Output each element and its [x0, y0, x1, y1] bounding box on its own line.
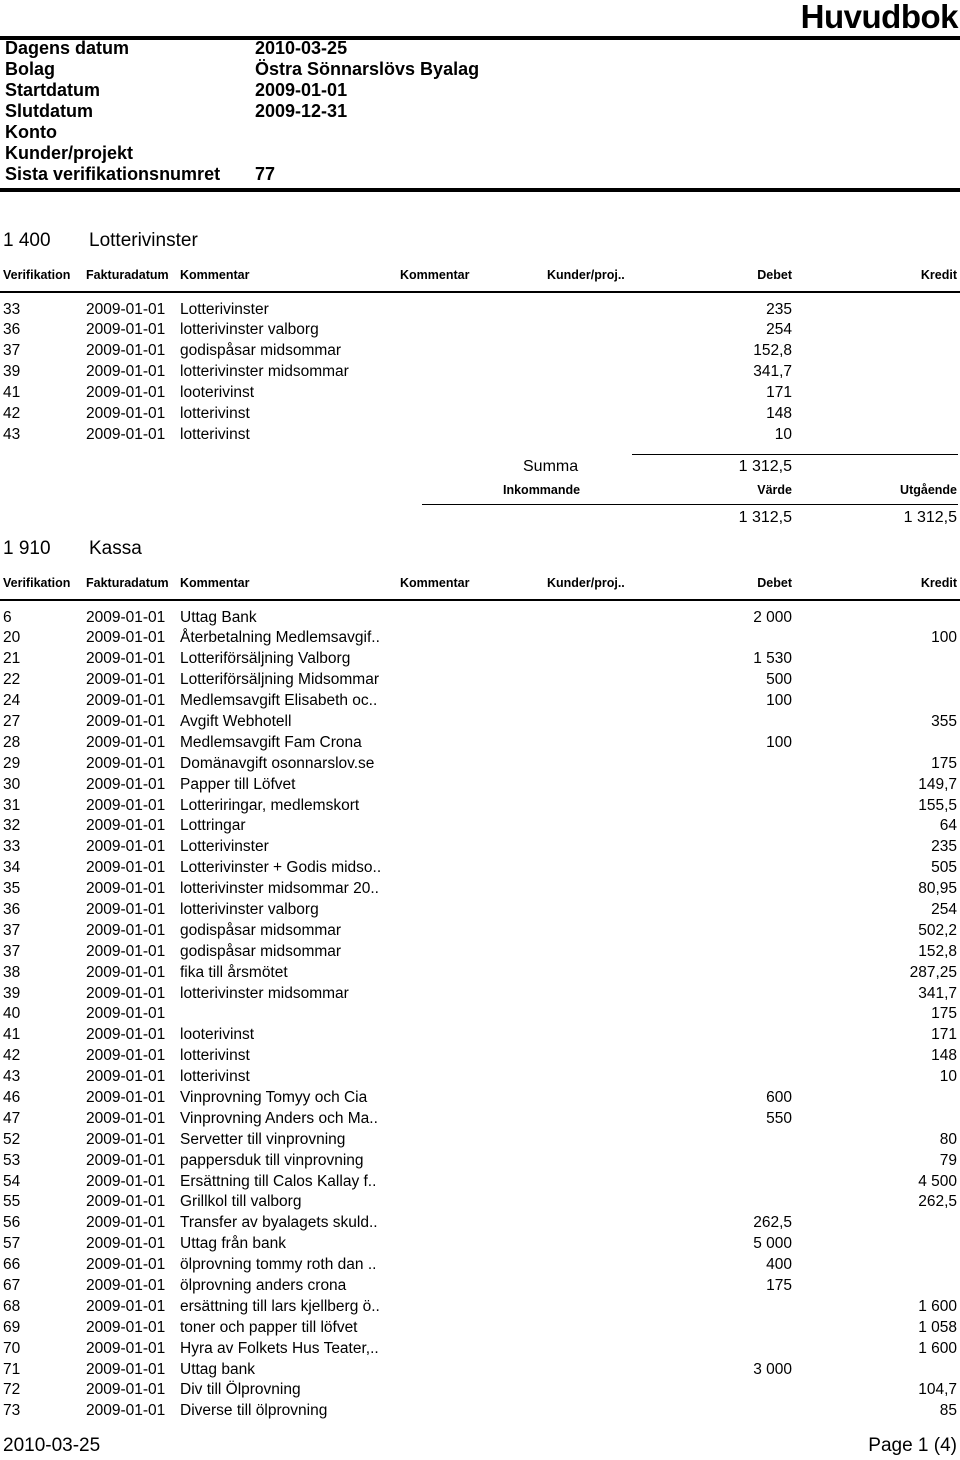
cell-fakturadatum: 2009-01-01 [86, 1172, 166, 1190]
table-row [0, 816, 960, 837]
table-row [0, 1088, 960, 1109]
cell-verifikation: 53 [3, 1151, 21, 1169]
col-kommentar: Kommentar [180, 576, 250, 590]
cell-kredit: 175 [931, 754, 957, 772]
cell-kommentar: Uttag bank [180, 1360, 255, 1378]
cell-fakturadatum: 2009-01-01 [86, 1088, 166, 1106]
table-row [0, 320, 960, 341]
table-row [0, 1130, 960, 1151]
cell-verifikation: 43 [3, 425, 21, 443]
header-row-last-verification [5, 164, 479, 185]
cell-kommentar: lotterivinst [180, 425, 250, 443]
header-value: 2009-12-31 [255, 101, 348, 121]
header-value: 2010-03-25 [255, 38, 348, 58]
cell-fakturadatum: 2009-01-01 [86, 733, 166, 751]
table-row [0, 1213, 960, 1234]
cell-debet: 550 [766, 1109, 792, 1127]
table-row [0, 712, 960, 733]
account-name: Kassa [89, 538, 142, 559]
cell-kommentar: lotterivinst [180, 404, 250, 422]
header-label: Dagens datum [5, 38, 130, 58]
cell-fakturadatum: 2009-01-01 [86, 984, 166, 1002]
cell-verifikation: 31 [3, 796, 21, 814]
cell-verifikation: 21 [3, 650, 21, 668]
cell-kommentar: fika till årsmötet [180, 963, 288, 981]
cell-fakturadatum: 2009-01-01 [86, 817, 166, 835]
table-row [0, 1067, 960, 1088]
col-kunder-proj: Kunder/proj.. [547, 268, 625, 282]
cell-verifikation: 57 [3, 1235, 21, 1253]
cell-fakturadatum: 2009-01-01 [86, 712, 166, 730]
cell-fakturadatum: 2009-01-01 [86, 1235, 166, 1253]
cell-kredit: 175 [931, 1005, 957, 1023]
table-row [0, 1297, 960, 1318]
cell-debet: 600 [766, 1088, 792, 1106]
cell-fakturadatum: 2009-01-01 [86, 342, 166, 360]
cell-kommentar: godispåsar midsommar [180, 921, 342, 939]
table-row [0, 1255, 960, 1276]
cell-verifikation: 42 [3, 1047, 21, 1065]
cell-fakturadatum: 2009-01-01 [86, 1297, 166, 1315]
cell-kommentar: Medlemsavgift Fam Crona [180, 733, 362, 751]
cell-kommentar: lotterivinster midsommar [180, 363, 349, 381]
table-row [0, 733, 960, 754]
table-row [0, 691, 960, 712]
col-verifikation: Verifikation [3, 268, 71, 282]
cell-kredit: 502,2 [918, 921, 957, 939]
table-row [0, 1380, 960, 1401]
table-row [0, 858, 960, 879]
header-label: Sista verifikationsnumret [5, 164, 221, 184]
table-row [0, 300, 960, 321]
cell-verifikation: 36 [3, 321, 21, 339]
account-heading [0, 226, 960, 256]
cell-debet: 171 [766, 384, 792, 402]
column-header-rule [0, 291, 960, 293]
table-row [0, 1151, 960, 1172]
cell-kommentar: lotterivinster midsommar 20.. [180, 880, 379, 898]
cell-kredit: 1 600 [918, 1297, 957, 1315]
cell-verifikation: 37 [3, 921, 21, 939]
cell-fakturadatum: 2009-01-01 [86, 1193, 166, 1211]
cell-fakturadatum: 2009-01-01 [86, 1047, 166, 1065]
cell-debet: 235 [766, 300, 792, 318]
table-row [0, 1339, 960, 1360]
account-name: Lotterivinster [89, 230, 198, 251]
cell-verifikation: 40 [3, 1005, 21, 1023]
column-header-row [0, 268, 960, 286]
cell-fakturadatum: 2009-01-01 [86, 1256, 166, 1274]
cell-verifikation: 67 [3, 1277, 21, 1294]
cell-verifikation: 6 [3, 608, 12, 626]
utgaende-value: 1 312,5 [903, 508, 957, 526]
cell-verifikation: 33 [3, 838, 21, 856]
cell-kredit: 155,5 [918, 796, 957, 814]
cell-verifikation: 34 [3, 859, 21, 877]
cell-debet: 1 530 [753, 650, 792, 668]
cell-kommentar: godispåsar midsommar [180, 342, 342, 360]
cell-verifikation: 39 [3, 984, 21, 1002]
table-row [0, 754, 960, 775]
header-label: Kunder/projekt [5, 143, 134, 163]
header-row-start-date [5, 80, 479, 101]
cell-kredit: 254 [931, 900, 957, 918]
cell-verifikation: 30 [3, 775, 21, 793]
cell-verifikation: 28 [3, 733, 21, 751]
header-row-end-date [5, 101, 479, 122]
table-row [0, 1276, 960, 1297]
cell-fakturadatum: 2009-01-01 [86, 404, 166, 422]
col-fakturadatum: Fakturadatum [86, 576, 169, 590]
cell-kommentar: Servetter till vinprovning [180, 1130, 346, 1148]
cell-fakturadatum: 2009-01-01 [86, 900, 166, 918]
cell-verifikation: 24 [3, 692, 21, 710]
cell-fakturadatum: 2009-01-01 [86, 300, 166, 318]
cell-kredit: 80 [939, 1130, 957, 1148]
cell-fakturadatum: 2009-01-01 [86, 629, 166, 647]
cell-debet: 5 000 [753, 1235, 792, 1253]
table-row [0, 1318, 960, 1339]
cell-fakturadatum: 2009-01-01 [86, 1130, 166, 1148]
table-row [0, 837, 960, 858]
header-label: Bolag [5, 59, 56, 79]
cell-verifikation: 72 [3, 1381, 21, 1399]
cell-kommentar: Domänavgift osonnarslov.se [180, 754, 375, 772]
table-row [0, 670, 960, 691]
cell-kommentar: Vinprovning Anders och Ma.. [180, 1109, 378, 1127]
account-section-1910 [0, 534, 960, 1422]
cell-fakturadatum: 2009-01-01 [86, 692, 166, 710]
cell-fakturadatum: 2009-01-01 [86, 1005, 166, 1023]
cell-fakturadatum: 2009-01-01 [86, 1109, 166, 1127]
cell-kredit: 262,5 [918, 1193, 957, 1211]
cell-verifikation: 69 [3, 1318, 21, 1336]
cell-verifikation: 33 [3, 300, 21, 318]
cell-kommentar: Transfer av byalagets skuld.. [180, 1214, 378, 1232]
cell-kommentar: lotterivinster valborg [180, 321, 319, 339]
cell-kredit: 235 [931, 838, 957, 856]
cell-debet: 500 [766, 671, 792, 689]
cell-kommentar: Lotteriförsäljning Midsommar [180, 671, 379, 689]
col-fakturadatum: Fakturadatum [86, 268, 169, 282]
cell-verifikation: 37 [3, 942, 21, 960]
col-kredit: Kredit [920, 576, 957, 590]
table-row [0, 1401, 960, 1422]
footer-date: 2010-03-25 [3, 1435, 101, 1456]
cell-kommentar: looterivinst [180, 1026, 255, 1044]
cell-fakturadatum: 2009-01-01 [86, 796, 166, 814]
account-section-1400 [0, 226, 960, 556]
cell-kommentar: Uttag från bank [180, 1235, 286, 1253]
col-kommentar-2: Kommentar [400, 268, 470, 282]
table-row [0, 775, 960, 796]
cell-kredit: 85 [939, 1402, 957, 1420]
cell-verifikation: 73 [3, 1402, 21, 1420]
cell-kommentar: Div till Ölprovning [180, 1381, 301, 1399]
table-row [0, 1234, 960, 1255]
cell-kommentar: lotterivinster midsommar [180, 984, 349, 1002]
cell-fakturadatum: 2009-01-01 [86, 608, 166, 626]
account-heading [0, 534, 960, 564]
cell-kommentar: godispåsar midsommar [180, 942, 342, 960]
table-row [0, 984, 960, 1005]
cell-kommentar: Papper till Löfvet [180, 775, 296, 793]
cell-debet: 100 [766, 733, 792, 751]
table-row [0, 362, 960, 383]
cell-verifikation: 20 [3, 629, 21, 647]
cell-fakturadatum: 2009-01-01 [86, 1026, 166, 1044]
cell-verifikation: 52 [3, 1130, 21, 1148]
header-label: Startdatum [5, 80, 101, 100]
cell-verifikation: 66 [3, 1256, 21, 1274]
table-row [0, 1192, 960, 1213]
cell-verifikation: 55 [3, 1193, 21, 1211]
column-header-rule [0, 599, 960, 601]
cell-kommentar: lotterivinster valborg [180, 900, 319, 918]
col-kunder-proj: Kunder/proj.. [547, 576, 625, 590]
account-number: 1 400 [3, 230, 51, 251]
cell-kredit: 79 [939, 1151, 957, 1169]
cell-kredit: 80,95 [918, 880, 957, 898]
table-row [0, 1360, 960, 1381]
cell-kommentar: Lotteriringar, medlemskort [180, 796, 360, 814]
table-row [0, 425, 960, 446]
cell-kredit: 1 058 [918, 1318, 957, 1336]
table-row [0, 649, 960, 670]
cell-kommentar: lotterivinst [180, 1068, 250, 1086]
header-row-current-date [5, 38, 479, 59]
summa-label: Summa [523, 457, 579, 475]
table-row [0, 341, 960, 362]
header-label: Konto [5, 122, 57, 142]
cell-fakturadatum: 2009-01-01 [86, 942, 166, 960]
table-row [0, 1046, 960, 1067]
cell-debet: 2 000 [753, 608, 792, 626]
cell-verifikation: 71 [3, 1360, 21, 1378]
cell-verifikation: 70 [3, 1339, 21, 1357]
utgaende-label: Utgående [900, 482, 957, 497]
summary-rule [632, 454, 958, 456]
table-row [0, 963, 960, 984]
cell-verifikation: 68 [3, 1297, 21, 1315]
cell-kredit: 10 [939, 1068, 957, 1086]
inkommande-label: Inkommande [503, 482, 581, 497]
cell-debet: 3 000 [753, 1360, 792, 1378]
cell-fakturadatum: 2009-01-01 [86, 963, 166, 981]
cell-kommentar: looterivinst [180, 384, 255, 402]
cell-kredit: 1 600 [918, 1339, 957, 1357]
cell-fakturadatum: 2009-01-01 [86, 671, 166, 689]
table-row [0, 628, 960, 649]
account-number: 1 910 [3, 538, 51, 559]
cell-fakturadatum: 2009-01-01 [86, 650, 166, 668]
cell-fakturadatum: 2009-01-01 [86, 1402, 166, 1420]
cell-kommentar: Vinprovning Tomyy och Cia [180, 1088, 368, 1106]
table-row [0, 1109, 960, 1130]
cell-fakturadatum: 2009-01-01 [86, 859, 166, 877]
cell-kommentar: Lotterivinster [180, 300, 269, 318]
cell-debet: 10 [774, 425, 792, 443]
table-row [0, 1172, 960, 1193]
cell-kredit: 152,8 [918, 942, 957, 960]
ledger-rows [0, 300, 960, 446]
cell-kredit: 505 [931, 859, 957, 877]
cell-fakturadatum: 2009-01-01 [86, 754, 166, 772]
header-row-company [5, 59, 479, 80]
cell-kommentar: Uttag Bank [180, 608, 257, 626]
cell-verifikation: 39 [3, 363, 21, 381]
cell-fakturadatum: 2009-01-01 [86, 321, 166, 339]
cell-verifikation: 41 [3, 1026, 21, 1044]
cell-fakturadatum: 2009-01-01 [86, 1068, 166, 1086]
cell-fakturadatum: 2009-01-01 [86, 1381, 166, 1399]
cell-kredit: 104,7 [918, 1381, 957, 1399]
col-verifikation: Verifikation [3, 576, 71, 590]
header-row-account [5, 122, 479, 143]
cell-verifikation: 56 [3, 1214, 21, 1232]
cell-kredit: 149,7 [918, 775, 957, 793]
cell-kommentar: Medlemsavgift Elisabeth oc.. [180, 692, 378, 710]
table-row [0, 942, 960, 963]
header-value: 77 [255, 164, 276, 184]
cell-fakturadatum: 2009-01-01 [86, 1339, 166, 1357]
footer-page-number: Page 1 (4) [868, 1435, 957, 1456]
cell-kommentar: Hyra av Folkets Hus Teater,.. [180, 1339, 379, 1357]
cell-fakturadatum: 2009-01-01 [86, 880, 166, 898]
cell-fakturadatum: 2009-01-01 [86, 1360, 166, 1378]
cell-fakturadatum: 2009-01-01 [86, 363, 166, 381]
cell-kommentar: lotterivinst [180, 1047, 250, 1065]
cell-kredit: 148 [931, 1047, 957, 1065]
balance-rule [422, 504, 958, 506]
cell-kredit: 4 500 [918, 1172, 957, 1190]
cell-fakturadatum: 2009-01-01 [86, 1277, 166, 1294]
table-row [0, 879, 960, 900]
cell-debet: 254 [766, 321, 792, 339]
cell-kommentar: ölprovning tommy roth dan .. [180, 1256, 377, 1274]
cell-debet: 175 [766, 1277, 792, 1294]
cell-verifikation: 47 [3, 1109, 21, 1127]
varde-label: Värde [757, 482, 792, 497]
cell-kommentar: toner och papper till löfvet [180, 1318, 358, 1336]
cell-kredit: 64 [939, 817, 957, 835]
cell-verifikation: 22 [3, 671, 21, 689]
cell-fakturadatum: 2009-01-01 [86, 1318, 166, 1336]
report-title: Huvudbok [800, 0, 958, 35]
cell-verifikation: 41 [3, 384, 21, 402]
cell-kommentar: Ersättning till Calos Kallay f.. [180, 1172, 377, 1190]
cell-kommentar: Lotterivinster + Godis midso.. [180, 859, 382, 877]
cell-kommentar: ölprovning anders crona [180, 1277, 347, 1294]
cell-fakturadatum: 2009-01-01 [86, 921, 166, 939]
ledger-rows [0, 608, 960, 1423]
table-row [0, 900, 960, 921]
cell-fakturadatum: 2009-01-01 [86, 775, 166, 793]
header-value: Östra Sönnarslövs Byalag [255, 59, 480, 79]
table-row [0, 1004, 960, 1025]
cell-verifikation: 54 [3, 1172, 21, 1190]
cell-fakturadatum: 2009-01-01 [86, 1214, 166, 1232]
col-kredit: Kredit [920, 268, 957, 282]
column-header-row [0, 576, 960, 594]
cell-debet: 152,8 [753, 342, 792, 360]
header-value: 2009-01-01 [255, 80, 348, 100]
col-debet: Debet [757, 576, 792, 590]
col-debet: Debet [757, 268, 792, 282]
cell-fakturadatum: 2009-01-01 [86, 425, 166, 443]
col-kommentar-2: Kommentar [400, 576, 470, 590]
cell-fakturadatum: 2009-01-01 [86, 1151, 166, 1169]
cell-debet: 341,7 [753, 363, 792, 381]
cell-kommentar: Lotteriförsäljning Valborg [180, 650, 351, 668]
cell-kredit: 100 [931, 629, 957, 647]
cell-verifikation: 27 [3, 712, 21, 730]
cell-verifikation: 32 [3, 817, 21, 835]
cell-fakturadatum: 2009-01-01 [86, 384, 166, 402]
cell-debet: 100 [766, 692, 792, 710]
header-label: Slutdatum [5, 101, 93, 121]
cell-kommentar: Diverse till ölprovning [180, 1402, 328, 1420]
cell-debet: 148 [766, 404, 792, 422]
header-bottom-rule [0, 188, 960, 192]
cell-verifikation: 36 [3, 900, 21, 918]
report-header [5, 38, 479, 185]
col-kommentar: Kommentar [180, 268, 250, 282]
page-footer [0, 1435, 960, 1457]
summa-value: 1 312,5 [738, 457, 792, 475]
cell-kommentar: Återbetalning Medlemsavgif.. [180, 629, 380, 647]
table-row [0, 608, 960, 629]
cell-verifikation: 46 [3, 1088, 21, 1106]
cell-kommentar: pappersduk till vinprovning [180, 1151, 364, 1169]
table-row [0, 1025, 960, 1046]
header-row-customer-project [5, 143, 479, 164]
cell-debet: 400 [766, 1256, 792, 1274]
table-row [0, 404, 960, 425]
cell-kredit: 355 [931, 712, 957, 730]
cell-kommentar: Lottringar [180, 817, 246, 835]
table-row [0, 921, 960, 942]
cell-kommentar: Grillkol till valborg [180, 1193, 302, 1211]
cell-verifikation: 35 [3, 880, 21, 898]
cell-verifikation: 38 [3, 963, 21, 981]
varde-value: 1 312,5 [738, 508, 792, 526]
cell-kredit: 171 [931, 1026, 957, 1044]
table-row [0, 796, 960, 817]
cell-kommentar: Avgift Webhotell [180, 712, 292, 730]
cell-verifikation: 37 [3, 342, 21, 360]
cell-kommentar: Lotterivinster [180, 838, 269, 856]
cell-verifikation: 42 [3, 404, 21, 422]
cell-debet: 262,5 [753, 1214, 792, 1232]
cell-kredit: 341,7 [918, 984, 957, 1002]
cell-verifikation: 43 [3, 1068, 21, 1086]
cell-kredit: 287,25 [909, 963, 957, 981]
cell-kommentar: ersättning till lars kjellberg ö.. [180, 1297, 380, 1315]
cell-verifikation: 29 [3, 754, 21, 772]
table-row [0, 383, 960, 404]
cell-fakturadatum: 2009-01-01 [86, 838, 166, 856]
